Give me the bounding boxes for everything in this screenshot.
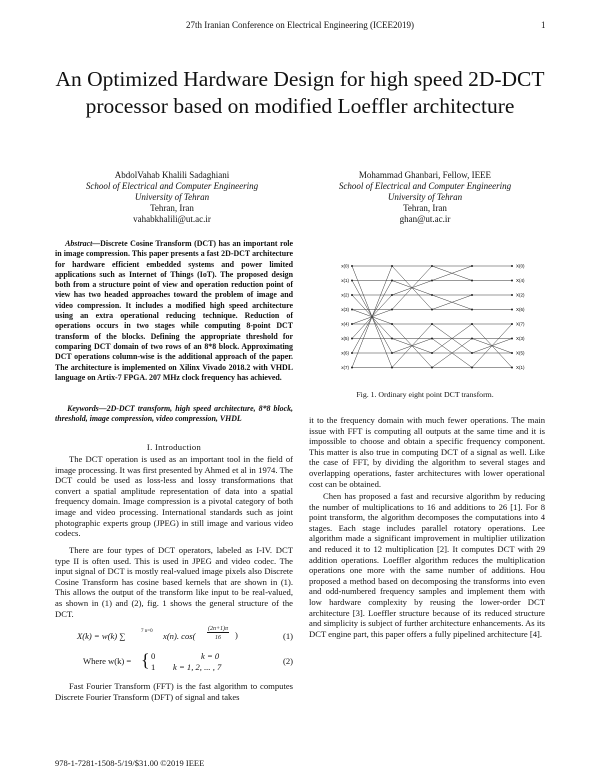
node [511, 323, 513, 325]
conference-header [0, 20, 600, 30]
node [431, 309, 433, 311]
abstract [55, 239, 293, 383]
node [511, 338, 513, 340]
paper-title: An Optimized Hardware Design for high speed 2D-DCT processor based on modified Loeffler architecture [55, 67, 545, 118]
author-block-1 [52, 170, 292, 225]
output-label: X(7) [516, 321, 525, 327]
node [431, 338, 433, 340]
node [391, 323, 393, 325]
input-label: x(4) [341, 321, 349, 327]
paragraph [309, 415, 545, 489]
node [431, 323, 433, 325]
node [431, 352, 433, 354]
eq2-brace: { [141, 650, 150, 670]
eq2-number: (2) [282, 656, 293, 666]
eq1-number: (1) [282, 631, 293, 641]
node [511, 265, 513, 267]
node [511, 309, 513, 311]
paragraph-text: There are four types of DCT operators, labeled as I-IV. DCT type II is often used. This is used in JPEG and video codec. The input signal of DCT is mostly real-valued image pixels also Discrete Cosine Transform has cosine based kernels that are shown in (1). This allows the output of the transform like input to be real-valued, as shown in (1) and (2), fig. 1 shows the general structure of the DCT. [55, 545, 293, 619]
abstract-label: Abstract— [65, 239, 101, 248]
eq2-prefix: Where w(k) = [83, 656, 132, 666]
input-label: x(1) [341, 278, 349, 283]
dct-flow-diagram [330, 250, 550, 382]
node [351, 323, 353, 325]
node [351, 367, 353, 369]
paragraph [55, 454, 293, 539]
node [511, 280, 513, 282]
node [471, 352, 473, 354]
eq2-case2-val: 1 [151, 662, 156, 672]
node [391, 294, 393, 296]
figure-caption: Fig. 1. Ordinary eight point DCT transform. [356, 390, 494, 399]
equation-2 [55, 650, 293, 674]
input-label: x(3) [341, 307, 349, 312]
node [351, 309, 353, 311]
input-label: x(7) [341, 365, 349, 370]
author-university: University of Tehran [387, 192, 463, 202]
author-email[interactable]: ghan@ut.ac.ir [399, 214, 451, 224]
eq1-sum-limits: 7 n=0 [141, 629, 153, 634]
author-affiliation: School of Electrical and Computer Engineering [85, 181, 259, 191]
node [391, 265, 393, 267]
node [471, 265, 473, 267]
section-heading: I. Introduction [146, 442, 202, 452]
node [471, 338, 473, 340]
input-label: x(2) [341, 292, 349, 298]
node [471, 280, 473, 282]
author-name: AbdolVahab Khalili Sadaghiani [114, 170, 230, 180]
node [431, 265, 433, 267]
author-affiliation: School of Electrical and Computer Engineering [338, 181, 512, 191]
equation-1 [55, 626, 293, 643]
node [511, 294, 513, 296]
keywords-text: 2D-DCT transform, high speed architecture, 8*8 block, threshold, image compression, video compression, VHDL [55, 404, 294, 424]
eq1-lhs: X(k) = w(k) ∑ [77, 631, 126, 641]
author-name: Mohammad Ghanbari, Fellow, IEEE [358, 170, 492, 180]
node [471, 367, 473, 369]
node [351, 352, 353, 354]
keywords-label: Keywords— [67, 404, 107, 413]
output-label: X(1) [516, 365, 525, 370]
author-location: Tehran, Iran [150, 203, 194, 213]
author-location: Tehran, Iran [403, 203, 447, 213]
output-label: X(4) [516, 278, 525, 283]
input-label: x(5) [341, 336, 349, 341]
node [471, 294, 473, 296]
eq2-case1-val: 0 [151, 651, 156, 661]
eq1-frac-den: 16 [215, 635, 221, 641]
conference-name: 27th Iranian Conference on Electrical Engineering (ICEE2019) [186, 20, 414, 30]
node [391, 367, 393, 369]
node [391, 280, 393, 282]
node [511, 367, 513, 369]
eq1-rhs: x(n). cos( [163, 631, 196, 641]
node [391, 352, 393, 354]
node [391, 309, 393, 311]
node [391, 338, 393, 340]
node [471, 309, 473, 311]
eq2-case1-cond: k = 0 [201, 651, 220, 661]
node [351, 280, 353, 282]
paragraph [55, 545, 293, 619]
input-label: x(6) [341, 350, 349, 356]
paragraph-text: Fast Fourier Transform (FFT) is the fast algorithm to computes Discrete Fourier Transform (DFT) of signal and takes [55, 681, 293, 702]
output-label: X(2) [516, 292, 525, 298]
author-email[interactable]: vahabkhalili@ut.ac.ir [133, 214, 211, 224]
output-label: X(5) [516, 350, 525, 356]
input-label: x(0) [341, 263, 349, 269]
paragraph-text: it to the frequency domain with much fewer operations. The main issue with FFT is computing all outputs at the same time and it is impossible to choose and obtain a specific frequency component. This matter is also true in computing DCT of a signal as well. Like the case of FFT, by dividing the algorithm to several stages and overlapping operations, faster architectures with lower operational cost can be obtained. [309, 415, 545, 489]
output-label: X(6) [516, 307, 525, 312]
page-number: 1 [541, 20, 546, 30]
paragraph-text: The DCT operation is used as an important tool in the field of image processing. It was first presented by Ahmed et al in 1974. The DCT could be used as loss-less and lossy transformations that convert a spatial amplitude representation of data into a spatial frequency domain. Image compression is a pivotal category of both image and video processing. International standards such as joint photographic experts group (JPEG) in still image and various video codecs. [55, 454, 293, 539]
eq2-case2-cond: k = 1, 2, ... , 7 [173, 662, 222, 672]
eq1-close-paren: ) [235, 630, 238, 640]
paragraph [309, 491, 545, 639]
node [351, 265, 353, 267]
keywords [55, 404, 293, 425]
abstract-text: Discrete Cosine Transform (DCT) has an important role in image compression. This paper presents a fast 2D-DCT architecture for hardware efficient embedded systems and power limited applications such as Internet of Things (IoT). The proposed design both from a structure point of view and operation reduction point of view has two headed approaches toward the problem of image and video compression. It includes a modified high speed architecture using an extra operational reducing technique. Reduction of operations occurs in two stages while computing 8-point DCT transform of the blocks. Defining the appropriate threshold for comparing DCT domain of two rows of an 8*8 block. Approximating DCT operations column-wise is the additional approach of the paper. The architecture is implemented on Xilinx Vivado 2018.2 with VHDL language on Artix-7 FPGA. 207 MHz clock frequency has achieved. [55, 239, 294, 382]
node [511, 352, 513, 354]
node [431, 294, 433, 296]
eq1-frac-num: (2n+1)π [208, 626, 229, 632]
paragraph [55, 681, 293, 702]
output-label: X(0) [516, 263, 525, 269]
node [351, 338, 353, 340]
node [431, 280, 433, 282]
author-university: University of Tehran [134, 192, 210, 202]
copyright-footer: 978-1-7281-1508-5/19/$31.00 ©2019 IEEE [55, 758, 205, 768]
output-label: X(3) [516, 336, 525, 341]
node [431, 367, 433, 369]
paragraph-text: Chen has proposed a fast and recursive algorithm by reducing the number of multiplications to 16 and additions to 26 [1]. For 8 point transform, the algorithm decomposes the computations into 4 stages. Each stage includes parallel rotatory operations. Lee algorithm made a significant improvement in multiplier utilization and reduced it to 12 multiplication [2]. It computes DCT with 29 addition operations. Loeffler algorithm reduces the multiplication operations one more with the same number of additions. Hou proposed a method based on decomposing the transforms into even and odd-numbered frequency samples and implement them with low hardware complexity by reusing the lower-order DCT architecture [3]. Loeffler structure because of its reduced structure and simplicity is subject of further architecture enhancements. As its DCT engine part, this paper offers a fully pipelined architecture [4]. [309, 491, 545, 639]
node [351, 294, 353, 296]
node [471, 323, 473, 325]
author-block-2 [305, 170, 545, 225]
